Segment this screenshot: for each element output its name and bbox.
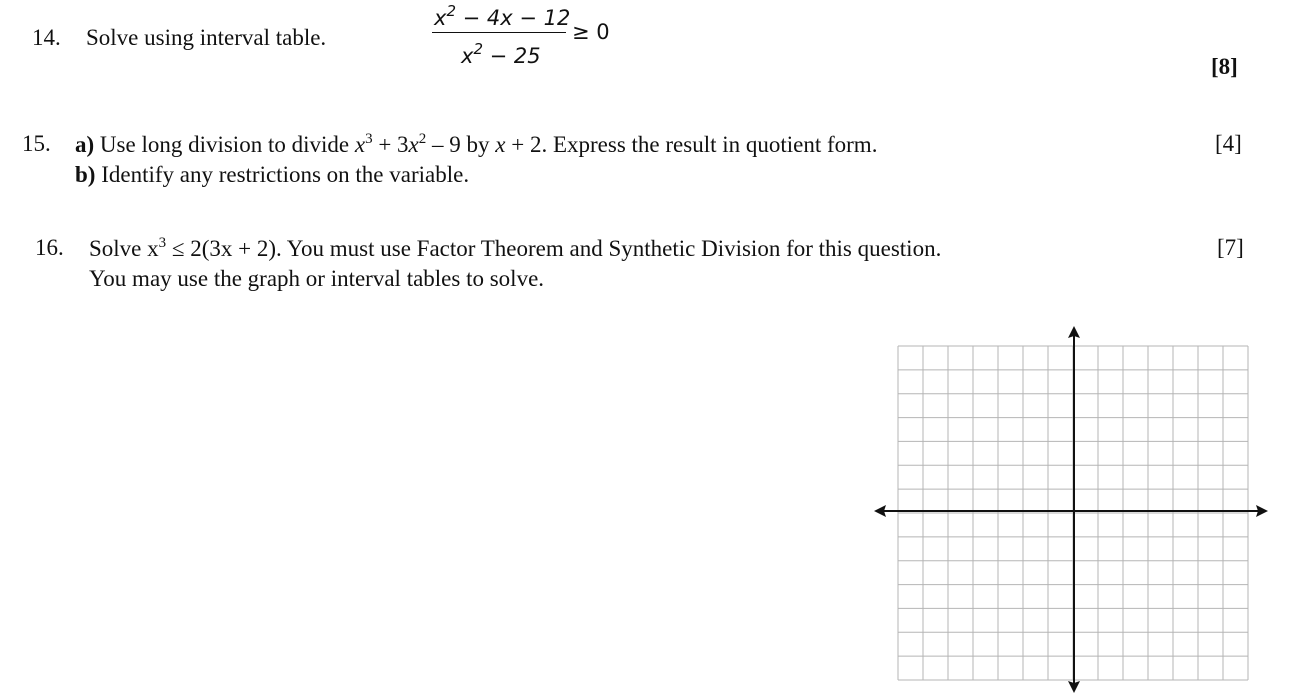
q15-part-b: b) Identify any restrictions on the variable. [75,162,470,187]
q15-part-a-label: a) [75,132,95,157]
q14-relation: ≥ 0 [572,20,610,44]
q16-number: 16. [35,235,64,260]
q16-line-1: Solve $x^3 \le 2(3x + 2)$. You must use Factor Theorem and Synthetic Division for this question. [89,235,942,261]
q14-denominator: $x^2 - 25$ [461,40,541,68]
x-axis [874,505,1268,517]
q16-marks: [7] [1217,235,1244,260]
q15-number: 15. [22,131,51,156]
q15-part-b-label: b) [75,162,96,187]
q14-numerator: $x^2 - 4x - 12$ [434,2,571,30]
q14-text: Solve using interval table. [86,25,327,50]
q15-marks: [4] [1215,131,1242,156]
q14-number: 14. [32,25,61,50]
q16-line-2: You may use the graph or interval tables to solve. [89,266,545,291]
q15-part-a: a) Use long division to divide $x^3 + 3x^2 - 9$ by x + 2. Express the result in quotient form. [75,131,878,157]
q14-marks: [8] [1211,54,1238,79]
y-axis [1068,326,1080,693]
